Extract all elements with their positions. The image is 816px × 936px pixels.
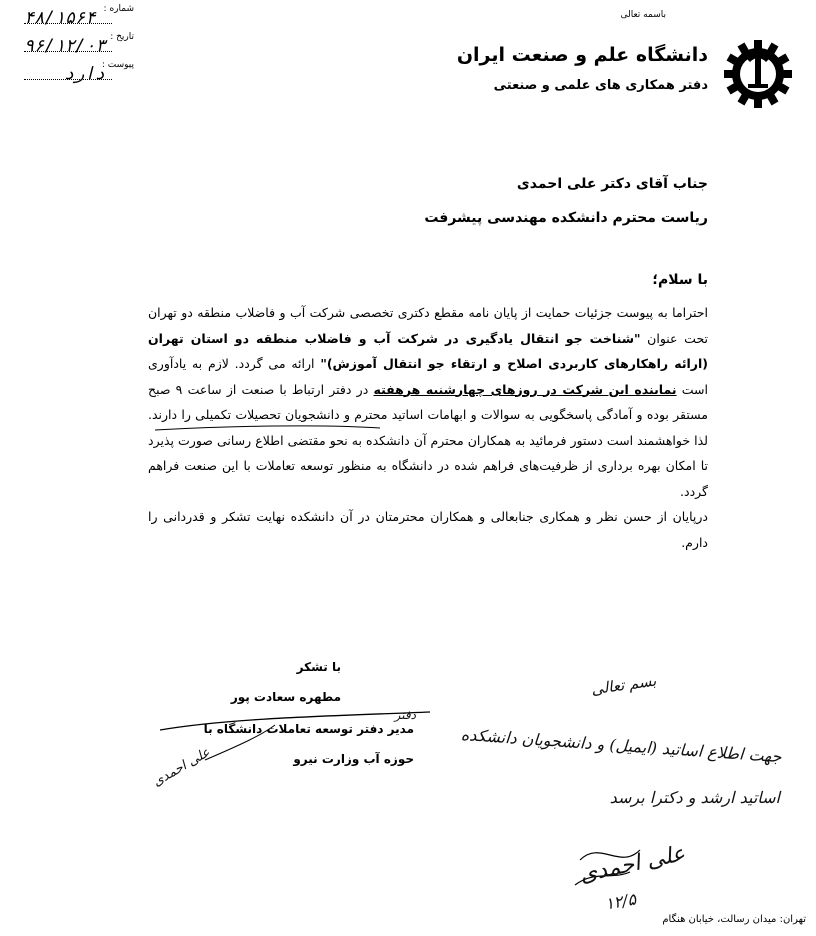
thesis-title: "شناخت جو انتقال یادگیری در شرکت آب و فاضلاب منطقه دو استان تهران (ارائه راهکارهای کاربردی اصلاح و ارتقاء جو انتقال آموزش)" <box>148 330 708 371</box>
representative-schedule: نماینده این شرکت در روزهای چهارشنبه هرهفته <box>373 381 677 397</box>
handwritten-date: ۱۲/۵ <box>603 889 638 914</box>
addressee-name: جناب آقای دکتر علی احمدی <box>516 176 708 192</box>
reference-date-value: ۹۶/۱۲/۰۳ <box>24 36 106 56</box>
handwritten-left-note: علی احمدی <box>150 745 213 790</box>
greeting: با سلام؛ <box>652 272 708 288</box>
reference-number-label: شماره : <box>103 4 134 14</box>
body-p1-rest: در دفتر ارتباط با صنعت از ساعت ۹ صبح مستقر بوده و آمادگی پاسخگویی به سوالات و ابهامات اساتید محترم و دانشجویان تحصیلات تکمیلی را دارند. لذا خواهشمند است دستور فرمائید به همکاران محترم آن دانشکده به نحو مقتضی اطلاع رسانی صورت پذیرد تا امکان بهره برداری از ظرفیت‌های فراهم شده در دانشگاه به منظور توسعه تعاملات با این صنعت فراهم گردد. <box>148 381 708 499</box>
addressee-title: ریاست محترم دانشکده مهندسی پیشرفت <box>424 210 708 226</box>
letterhead-note: باسمه تعالی <box>620 10 666 20</box>
body-p1-reminder: ارائه می گردد. لازم به یادآوری است <box>148 356 708 397</box>
closing-phrase: با تشکر <box>296 660 341 674</box>
signature-stroke-2 <box>205 725 275 760</box>
handwritten-instruction-2: اساتید ارشد و دکترا برسد <box>609 788 780 807</box>
office-name: دفتر همکاری های علمی و صنعتی <box>493 78 708 93</box>
body-paragraph-2: درپایان از حسن نظر و همکاری جنابعالی و همکاران محترمتان در آن دانشکده نهایت تشکر و قدردانی را دارم. <box>148 509 708 550</box>
reference-number-value: ۴۸/۱۵۶۴ <box>24 8 96 28</box>
reference-attachment-value: دارد <box>64 64 105 84</box>
university-name: دانشگاه علم و صنعت ایران <box>456 44 708 66</box>
signer-department: حوزه آب وزارت نیرو <box>293 752 414 766</box>
signer-role: مدیر دفتر توسعه تعاملات دانشگاه با <box>203 722 414 736</box>
handwritten-instruction-1: جهت اطلاع اساتید (ایمیل) و دانشجویان دانشکده <box>460 724 783 767</box>
footer-address: تهران: میدان رسالت، خیابان هنگام <box>662 914 806 925</box>
reference-date-label: تاریخ : <box>110 32 134 42</box>
handwritten-salutation: بسم تعالی <box>589 671 657 699</box>
body-p1-intro: احتراما به پیوست جزئیات حمایت از پایان نامه مقطع دکتری تخصصی شرکت آب و فاضلاب منطقه دو تهران تحت عنوان <box>148 305 708 346</box>
signature-stroke <box>160 712 430 730</box>
reference-attachment-label: پیوست : <box>101 60 134 70</box>
handwritten-underline <box>155 426 380 430</box>
handwritten-office: دفتر <box>394 708 416 722</box>
signer-name: مطهره سعادت پور <box>230 690 341 704</box>
handwritten-signature: علی احمدی <box>577 841 688 888</box>
